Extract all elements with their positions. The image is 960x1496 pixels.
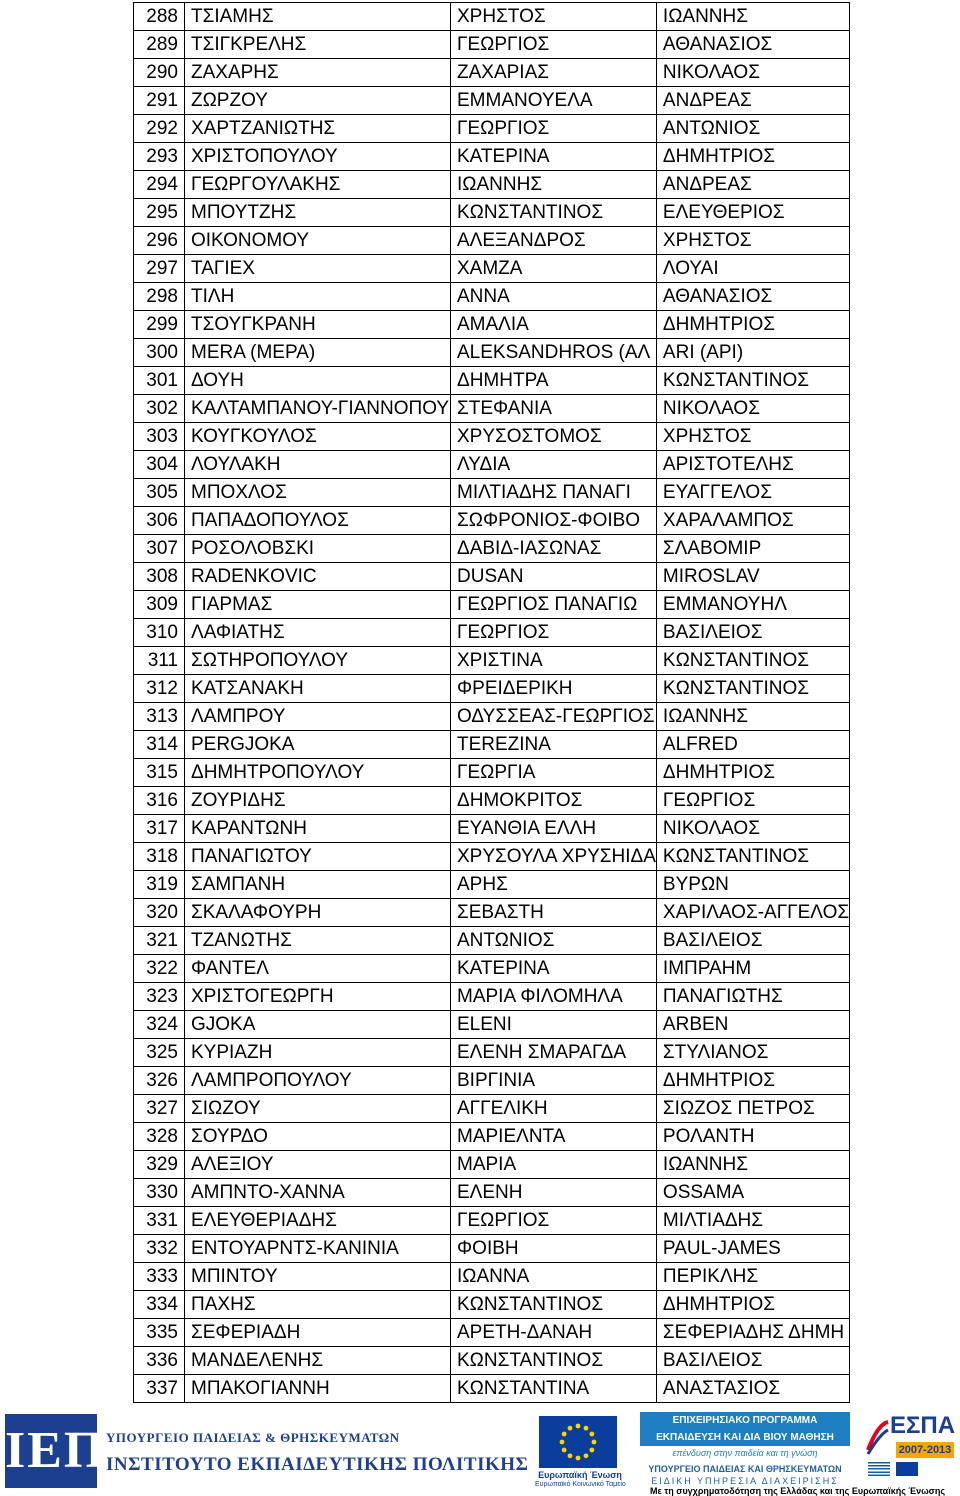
first-name-cell: ΑΜΑΛΙΑ [451,311,657,339]
surname-cell: ΜΠΟΥΤΖΗΣ [185,199,451,227]
father-name-cell: ΧΑΡΑΛΑΜΠΟΣ [656,507,849,535]
surname-cell: ΠΑΠΑΔΟΠΟΥΛΟΣ [185,507,451,535]
first-name-cell: ΛΥΔΙΑ [451,451,657,479]
table-row [134,675,850,703]
first-name-cell: ΧΡΥΣΟΣΤΟΜΟΣ [451,423,657,451]
father-name-cell: ΑΝΑΣΤΑΣΙΟΣ [656,1375,849,1403]
surname-cell: ΖΑΧΑΡΗΣ [185,59,451,87]
father-name-cell: ΠΕΡΙΚΛΗΣ [656,1263,849,1291]
first-name-cell: ΜΑΡΙΕΛΝΤΑ [451,1123,657,1151]
table-row [134,255,850,283]
table-row [134,1263,850,1291]
surname-cell: ΚΥΡΙΑΖΗ [185,1039,451,1067]
first-name-cell: ΑΡΗΣ [451,871,657,899]
row-number: 325 [134,1039,185,1067]
first-name-cell: ΓΕΩΡΓΙΟΣ [451,31,657,59]
row-number: 301 [134,367,185,395]
father-name-cell: PAUL-JAMES [656,1235,849,1263]
row-number: 295 [134,199,185,227]
row-number: 327 [134,1095,185,1123]
eu-fund-text: Ευρωπαϊκό Κοινωνικό Ταμείο [535,1481,626,1488]
table-row [134,899,850,927]
op-name-text: ΕΚΠΑΙΔΕΥΣΗ ΚΑΙ ΔΙΑ ΒΙΟΥ ΜΑΘΗΣΗ [640,1430,850,1446]
surname-cell: ΔΟΥΗ [185,367,451,395]
father-name-cell: ΒΑΣΙΛΕΙΟΣ [656,1347,849,1375]
table-row [134,1179,850,1207]
father-name-cell: ΔΗΜΗΤΡΙΟΣ [656,311,849,339]
father-name-cell: ΙΩΑΝΝΗΣ [656,703,849,731]
father-name-cell: ΣΛΑΒΟΜΙΡ [656,535,849,563]
first-name-cell: ΖΑΧΑΡΙΑΣ [451,59,657,87]
row-number: 334 [134,1291,185,1319]
row-number: 329 [134,1151,185,1179]
table-row [134,1151,850,1179]
op-ministry-text: ΥΠΟΥΡΓΕΙΟ ΠΑΙΔΕΙΑΣ ΚΑΙ ΘΡΗΣΚΕΥΜΑΤΩΝ [648,1464,842,1474]
surname-cell: ΑΛΕΞΙΟΥ [185,1151,451,1179]
surname-cell: ΜΠΟΧΛΟΣ [185,479,451,507]
row-number: 320 [134,899,185,927]
row-number: 331 [134,1207,185,1235]
father-name-cell: ΡΟΛΑΝΤΗ [656,1123,849,1151]
table-row [134,927,850,955]
row-number: 316 [134,787,185,815]
row-number: 291 [134,87,185,115]
surname-cell: ΠΑΝΑΓΙΩΤΟΥ [185,843,451,871]
table-row [134,479,850,507]
surname-cell: ΚΟΥΓΚΟΥΛΟΣ [185,423,451,451]
table-row [134,955,850,983]
eu-star [568,1453,573,1458]
table-row [134,591,850,619]
first-name-cell: ΟΔΥΣΣΕΑΣ-ΓΕΩΡΓΙΟΣ [451,703,657,731]
father-name-cell: MIROSLAV [656,563,849,591]
table-row [134,731,850,759]
row-number: 289 [134,31,185,59]
first-name-cell: ΓΕΩΡΓΙΟΣ [451,619,657,647]
eu-star [584,1453,589,1458]
surname-cell: ΜΑΝΔΕΛΕΝΗΣ [185,1347,451,1375]
first-name-cell: ΣΩΦΡΟΝΙΟΣ-ΦΟΙΒΟ [451,507,657,535]
table-row [134,171,850,199]
father-name-cell: ARBEN [656,1011,849,1039]
father-name-cell: ΠΑΝΑΓΙΩΤΗΣ [656,983,849,1011]
father-name-cell: ΧΡΗΣΤΟΣ [656,227,849,255]
table-row [134,311,850,339]
row-number: 288 [134,3,185,31]
first-name-cell: ALEKSANDHROS (ΑΛ [451,339,657,367]
row-number: 333 [134,1263,185,1291]
first-name-cell: ΧΑΜΖΑ [451,255,657,283]
first-name-cell: ΦΟΙΒΗ [451,1235,657,1263]
row-number: 330 [134,1179,185,1207]
surname-cell: ΕΛΕΥΘΕΡΙΑΔΗΣ [185,1207,451,1235]
table-row [134,619,850,647]
surname-cell: ΔΗΜΗΤΡΟΠΟΥΛΟΥ [185,759,451,787]
row-number: 324 [134,1011,185,1039]
row-number: 326 [134,1067,185,1095]
surname-cell: ΕΝΤΟΥΑΡΝΤΣ-ΚΑΝΙΝΙΑ [185,1235,451,1263]
first-name-cell: ΜΑΡΙΑ [451,1151,657,1179]
father-name-cell: ΛΟΥΑΙ [656,255,849,283]
table-row [134,787,850,815]
surname-cell: ΤΣΙΓΚΡΕΛΗΣ [185,31,451,59]
table-row [134,1011,850,1039]
row-number: 305 [134,479,185,507]
op-logo [628,1412,858,1492]
surname-cell: ΛΑΜΠΡΟΠΟΥΛΟΥ [185,1067,451,1095]
surname-cell: ΤΣΟΥΓΚΡΑΝΗ [185,311,451,339]
espa-text: ΕΣΠΑ [890,1412,956,1439]
first-name-cell: DUSAN [451,563,657,591]
row-number: 319 [134,871,185,899]
eu-star [592,1440,597,1445]
first-name-cell: ΚΩΝΣΤΑΝΤΙΝΟΣ [451,1291,657,1319]
row-number: 292 [134,115,185,143]
table-row [134,1235,850,1263]
row-number: 337 [134,1375,185,1403]
table-row [134,871,850,899]
table-row [134,227,850,255]
surname-cell: ΧΡΙΣΤΟΠΟΥΛΟΥ [185,143,451,171]
first-name-cell: ΒΙΡΓΙΝΙΑ [451,1067,657,1095]
table-row [134,1207,850,1235]
eu-star [576,1424,581,1429]
surname-cell: ΛΑΜΠΡΟΥ [185,703,451,731]
father-name-cell: ΚΩΝΣΤΑΝΤΙΝΟΣ [656,367,849,395]
row-number: 322 [134,955,185,983]
first-name-cell: ΚΩΝΣΤΑΝΤΙΝΑ [451,1375,657,1403]
op-agency-text: ΕΙΔΙΚΗ ΥΠΗΡΕΣΙΑ ΔΙΑΧΕΙΡΙΣΗΣ [651,1476,839,1486]
row-number: 290 [134,59,185,87]
table-row [134,283,850,311]
father-name-cell: OSSAMA [656,1179,849,1207]
row-number: 315 [134,759,185,787]
surname-cell: ΛΑΦΙΑΤΗΣ [185,619,451,647]
eu-star [562,1448,567,1453]
table-row [134,1375,850,1403]
father-name-cell: ΑΘΑΝΑΣΙΟΣ [656,31,849,59]
surname-cell: ΛΟΥΛΑΚΗ [185,451,451,479]
table-row [134,423,850,451]
op-tagline-text: επένδυση στην παιδεία και τη γνώση [672,1448,818,1458]
row-number: 294 [134,171,185,199]
father-name-cell: ΝΙΚΟΛΑΟΣ [656,395,849,423]
first-name-cell: TEREZINA [451,731,657,759]
surname-cell: ΡΟΣΟΛΟΒΣΚΙ [185,535,451,563]
father-name-cell: ΒΑΣΙΛΕΙΟΣ [656,619,849,647]
father-name-cell: ΙΜΠΡΑΗΜ [656,955,849,983]
first-name-cell: ΦΡΕΙΔΕΡΙΚΗ [451,675,657,703]
surname-cell: ΧΑΡΤΖΑΝΙΩΤΗΣ [185,115,451,143]
father-name-cell: ΕΥΑΓΓΕΛΟΣ [656,479,849,507]
surname-cell: ΜΠΙΝΤΟΥ [185,1263,451,1291]
first-name-cell: ΑΡΕΤΗ-ΔΑΝΑΗ [451,1319,657,1347]
row-number: 311 [134,647,185,675]
iep-ministry-text: ΥΠΟΥΡΓΕΙΟ ΠΑΙΔΕΙΑΣ & ΘΡΗΣΚΕΥΜΑΤΩΝ [106,1430,400,1445]
first-name-cell: ΓΕΩΡΓΙΑ [451,759,657,787]
surname-cell: ΤΖΑΝΩΤΗΣ [185,927,451,955]
father-name-cell: ΙΩΑΝΝΗΣ [656,3,849,31]
row-number: 312 [134,675,185,703]
surname-cell: ΚΑΡΑΝΤΩΝΗ [185,815,451,843]
father-name-cell: ALFRED [656,731,849,759]
cofunding-text: Με τη συγχρηματοδότηση της Ελλάδας και της Ευρωπαϊκής Ένωσης [650,1486,946,1496]
first-name-cell: ΔΗΜΗΤΡΑ [451,367,657,395]
father-name-cell: ΣΤΥΛΙΑΝΟΣ [656,1039,849,1067]
eu-star [589,1432,594,1437]
father-name-cell: ΧΡΗΣΤΟΣ [656,423,849,451]
father-name-cell: ΒΑΣΙΛΕΙΟΣ [656,927,849,955]
espa-swoosh-icon [866,1420,890,1456]
row-number: 298 [134,283,185,311]
table-row [134,143,850,171]
surname-cell: ΣΩΤΗΡΟΠΟΥΛΟΥ [185,647,451,675]
first-name-cell: ΚΑΤΕΡΙΝΑ [451,143,657,171]
surname-cell: ΤΣΙΑΜΗΣ [185,3,451,31]
table-row [134,843,850,871]
eu-caption [535,1470,625,1490]
table-row [134,759,850,787]
father-name-cell: ΑΝΔΡΕΑΣ [656,171,849,199]
table-row [134,1319,850,1347]
table-row [134,535,850,563]
father-name-cell: ΣΕΦΕΡΙΑΔΗΣ ΔΗΜΗ [656,1319,849,1347]
father-name-cell: ΚΩΝΣΤΑΝΤΙΝΟΣ [656,843,849,871]
first-name-cell: ΕΛΕΝΗ ΣΜΑΡΑΓΔΑ [451,1039,657,1067]
eu-star [584,1426,589,1431]
row-number: 321 [134,927,185,955]
row-number: 306 [134,507,185,535]
father-name-cell: ΑΡΙΣΤΟΤΕΛΗΣ [656,451,849,479]
first-name-cell: ΚΩΝΣΤΑΝΤΙΝΟΣ [451,199,657,227]
table-row [134,507,850,535]
first-name-cell: ΑΝΝΑ [451,283,657,311]
surname-cell: GJOKA [185,1011,451,1039]
father-name-cell: ΚΩΝΣΤΑΝΤΙΝΟΣ [656,647,849,675]
father-name-cell: ΧΑΡΙΛΑΟΣ-ΑΓΓΕΛΟΣ [656,899,849,927]
surname-cell: ΖΟΥΡΙΔΗΣ [185,787,451,815]
row-number: 317 [134,815,185,843]
father-name-cell: ΜΙΛΤΙΑΔΗΣ [656,1207,849,1235]
first-name-cell: ΓΕΩΡΓΙΟΣ [451,115,657,143]
row-number: 318 [134,843,185,871]
eu-star [589,1448,594,1453]
first-name-cell: ΣΕΒΑΣΤΗ [451,899,657,927]
row-number: 314 [134,731,185,759]
row-number: 328 [134,1123,185,1151]
table-row [134,451,850,479]
names-table [133,2,850,1403]
row-number: 297 [134,255,185,283]
first-name-cell: ΧΡΥΣΟΥΛΑ ΧΡΥΣΗΙΔΑ [451,843,657,871]
surname-cell: ΣΟΥΡΔΟ [185,1123,451,1151]
row-number: 300 [134,339,185,367]
surname-cell: ΣΕΦΕΡΙΑΔΗ [185,1319,451,1347]
surname-cell: ΜΠΑΚΟΓΙΑΝΝΗ [185,1375,451,1403]
table-row [134,339,850,367]
first-name-cell: ΓΕΩΡΓΙΟΣ [451,1207,657,1235]
iep-logo: ΙΕΠ [5,1414,97,1488]
first-name-cell: ΜΙΛΤΙΑΔΗΣ ΠΑΝΑΓΙ [451,479,657,507]
iep-institute-text: ΙΝΣΤΙΤΟΥΤΟ ΕΚΠΑΙΔΕΥΤΙΚΗΣ ΠΟΛΙΤΙΚΗΣ [106,1454,529,1475]
op-program-text: ΕΠΙΧΕΙΡΗΣΙΑΚΟ ΠΡΟΓΡΑΜΜΑ [640,1412,850,1430]
eu-star [562,1432,567,1437]
surname-cell: ΣΙΩΖΟΥ [185,1095,451,1123]
surname-cell: MERA (ΜΕΡΑ) [185,339,451,367]
first-name-cell: ΑΛΕΞΑΝΔΡΟΣ [451,227,657,255]
table-row [134,367,850,395]
father-name-cell: ΓΕΩΡΓΙΟΣ [656,787,849,815]
footer-logos [0,1404,960,1496]
first-name-cell: ΕΥΑΝΘΙΑ ΕΛΛΗ [451,815,657,843]
first-name-cell: ΧΡΙΣΤΙΝΑ [451,647,657,675]
names-table-body [134,3,850,1403]
father-name-cell: ΒΥΡΩΝ [656,871,849,899]
surname-cell: ΑΜΠΝΤΟ-ΧΑΝΝΑ [185,1179,451,1207]
surname-cell: ΖΩΡΖΟΥ [185,87,451,115]
table-row [134,59,850,87]
row-number: 336 [134,1347,185,1375]
father-name-cell: ΔΗΜΗΤΡΙΟΣ [656,143,849,171]
row-number: 299 [134,311,185,339]
row-number: 332 [134,1235,185,1263]
first-name-cell: ΓΕΩΡΓΙΟΣ ΠΑΝΑΓΙΩ [451,591,657,619]
first-name-cell: ΔΑΒΙΔ-ΙΑΣΩΝΑΣ [451,535,657,563]
row-number: 310 [134,619,185,647]
father-name-cell: ΔΗΜΗΤΡΙΟΣ [656,1291,849,1319]
espa-years: 2007-2013 [896,1442,954,1458]
first-name-cell: ELENI [451,1011,657,1039]
row-number: 313 [134,703,185,731]
father-name-cell: ΕΜΜΑΝΟΥΗΛ [656,591,849,619]
table-row [134,1123,850,1151]
row-number: 323 [134,983,185,1011]
table-row [134,1095,850,1123]
father-name-cell: ΑΘΑΝΑΣΙΟΣ [656,283,849,311]
surname-cell: ΣΚΑΛΑΦΟΥΡΗ [185,899,451,927]
table-row [134,1067,850,1095]
row-number: 304 [134,451,185,479]
eu-star [560,1440,565,1445]
table-row [134,395,850,423]
father-name-cell: ΣΙΩΖΟΣ ΠΕΤΡΟΣ [656,1095,849,1123]
father-name-cell: ΑΝΔΡΕΑΣ [656,87,849,115]
father-name-cell: ΝΙΚΟΛΑΟΣ [656,815,849,843]
table-row [134,1039,850,1067]
surname-cell: ΚΑΤΣΑΝΑΚΗ [185,675,451,703]
surname-cell: PERGJOKA [185,731,451,759]
eu-star [568,1426,573,1431]
surname-cell: ΠΑΧΗΣ [185,1291,451,1319]
first-name-cell: ΑΝΤΩΝΙΟΣ [451,927,657,955]
row-number: 302 [134,395,185,423]
greek-flag-icon [868,1462,890,1476]
surname-cell: ΚΑΛΤΑΜΠΑΝΟΥ-ΓΙΑΝΝΟΠΟΥ [185,395,451,423]
table-row [134,1347,850,1375]
surname-cell: ΧΡΙΣΤΟΓΕΩΡΓΗ [185,983,451,1011]
row-number: 335 [134,1319,185,1347]
father-name-cell: ΑΝΤΩΝΙΟΣ [656,115,849,143]
row-number: 296 [134,227,185,255]
eu-flag-icon [539,1416,617,1468]
surname-cell: ΟΙΚΟΝΟΜΟΥ [185,227,451,255]
surname-cell: RADENKOVIC [185,563,451,591]
eu-union-text: Ευρωπαϊκή Ένωση [538,1470,622,1480]
row-number: 303 [134,423,185,451]
table-row [134,647,850,675]
surname-cell: ΤΑΓΙΕΧ [185,255,451,283]
table-row [134,563,850,591]
row-number: 293 [134,143,185,171]
table-row [134,199,850,227]
table-row [134,815,850,843]
father-name-cell: ΔΗΜΗΤΡΙΟΣ [656,759,849,787]
first-name-cell: ΜΑΡΙΑ ΦΙΛΟΜΗΛΑ [451,983,657,1011]
eu-star [576,1456,581,1461]
first-name-cell: ΧΡΗΣΤΟΣ [451,3,657,31]
first-name-cell: ΕΜΜΑΝΟΥΕΛΑ [451,87,657,115]
table-row [134,31,850,59]
first-name-cell: ΙΩΑΝΝΗΣ [451,171,657,199]
table-row [134,115,850,143]
father-name-cell: ARI (ΑΡΙ) [656,339,849,367]
father-name-cell: ΝΙΚΟΛΑΟΣ [656,59,849,87]
table-row [134,703,850,731]
father-name-cell: ΙΩΑΝΝΗΣ [656,1151,849,1179]
first-name-cell: ΣΤΕΦΑΝΙΑ [451,395,657,423]
row-number: 309 [134,591,185,619]
row-number: 307 [134,535,185,563]
surname-cell: ΦΑΝΤΕΛ [185,955,451,983]
father-name-cell: ΔΗΜΗΤΡΙΟΣ [656,1067,849,1095]
first-name-cell: ΔΗΜΟΚΡΙΤΟΣ [451,787,657,815]
first-name-cell: ΑΓΓΕΛΙΚΗ [451,1095,657,1123]
table-row [134,1291,850,1319]
first-name-cell: ΕΛΕΝΗ [451,1179,657,1207]
surname-cell: ΤΙΛΗ [185,283,451,311]
table-row [134,983,850,1011]
eu-small-flag-icon [896,1462,918,1476]
surname-cell: ΓΕΩΡΓΟΥΛΑΚΗΣ [185,171,451,199]
father-name-cell: ΚΩΝΣΤΑΝΤΙΝΟΣ [656,675,849,703]
father-name-cell: ΕΛΕΥΘΕΡΙΟΣ [656,199,849,227]
surname-cell: ΓΙΑΡΜΑΣ [185,591,451,619]
table-row [134,87,850,115]
first-name-cell: ΚΩΝΣΤΑΝΤΙΝΟΣ [451,1347,657,1375]
table-row [134,3,850,31]
row-number: 308 [134,563,185,591]
first-name-cell: ΙΩΑΝΝΑ [451,1263,657,1291]
first-name-cell: ΚΑΤΕΡΙΝΑ [451,955,657,983]
surname-cell: ΣΑΜΠΑΝΗ [185,871,451,899]
